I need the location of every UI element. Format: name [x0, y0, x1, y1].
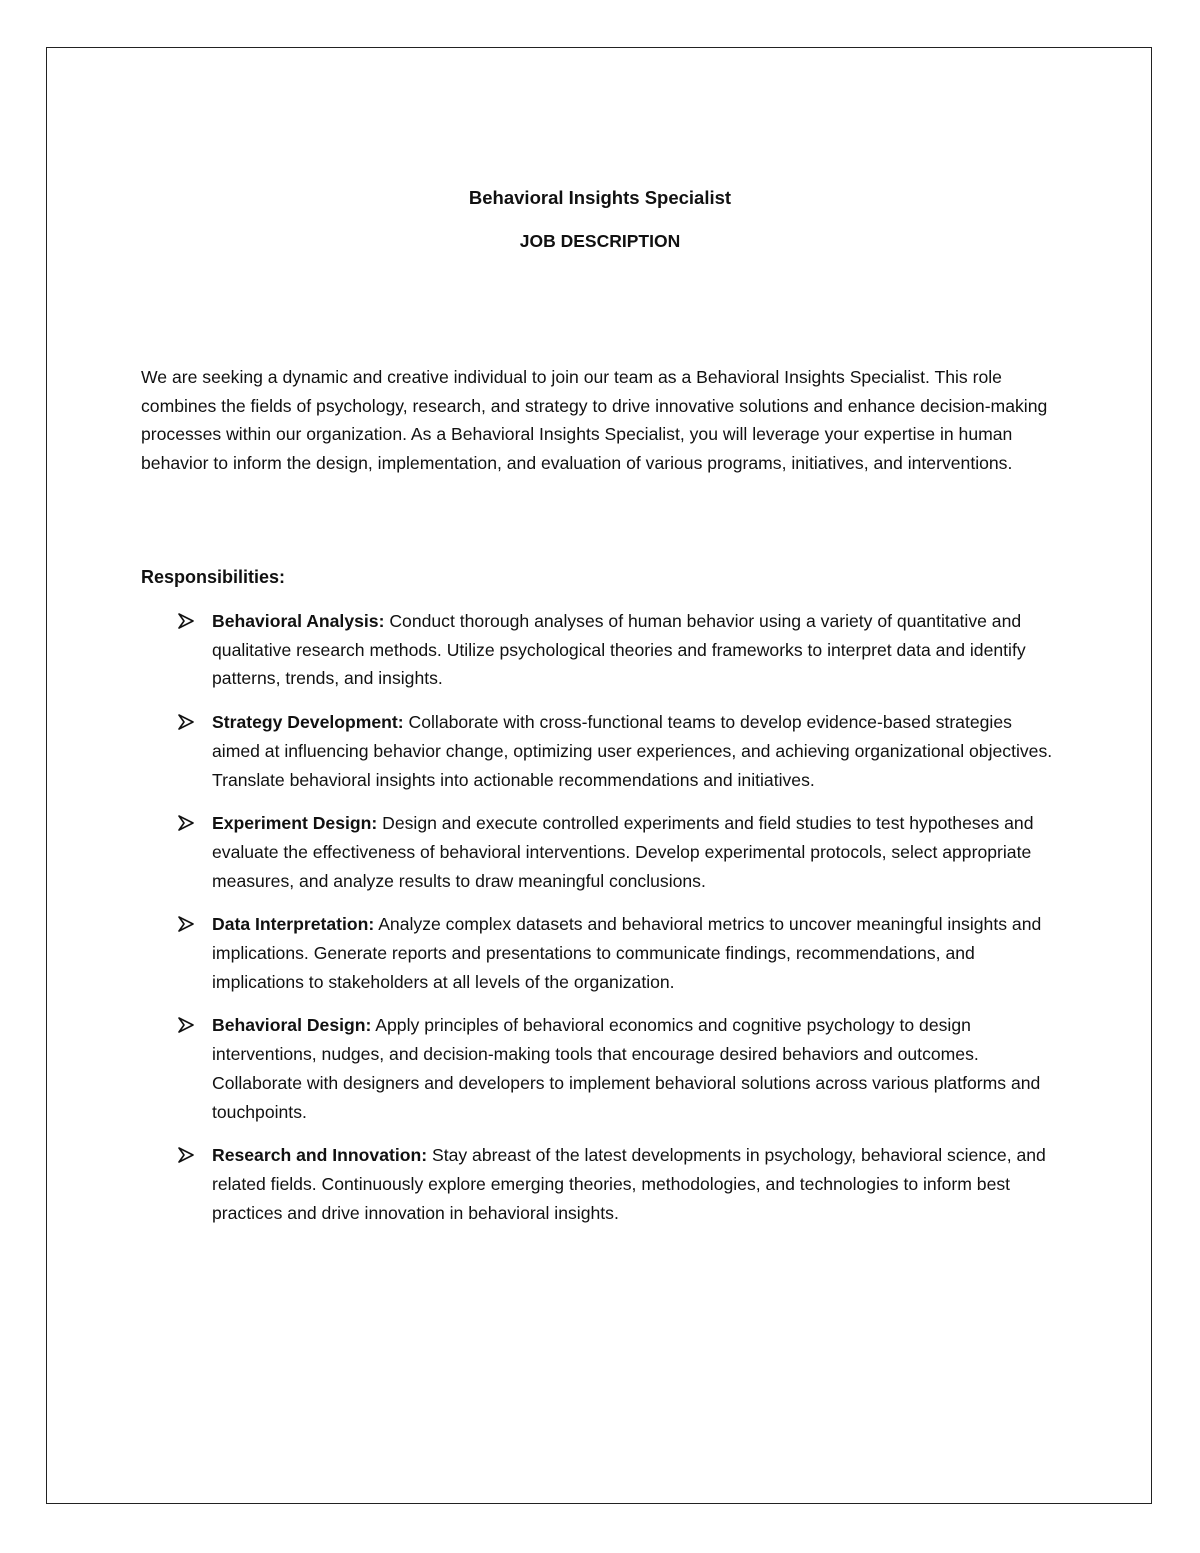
document-title: Behavioral Insights Specialist [468, 187, 732, 208]
responsibility-text: Stay abreast of the latest developments in psychology, behavioral science, and related fields. Continuously explore emerging theories, methodologies, and technologies to inform best practices and drive innovation in behavioral insights. [212, 1145, 1046, 1223]
arrowhead-bullet-icon [178, 714, 194, 730]
responsibility-term: Data Interpretation: [212, 914, 375, 935]
list-item [172, 1141, 1062, 1227]
responsibility-term: Strategy Development: [212, 712, 404, 733]
list-item [172, 708, 1062, 794]
list-item [172, 809, 1062, 895]
responsibilities-heading: Responsibilities: [141, 567, 286, 587]
responsibility-term: Research and Innovation: [212, 1145, 428, 1166]
arrowhead-bullet-icon [178, 1017, 194, 1033]
arrowhead-bullet-icon [178, 916, 194, 932]
arrowhead-bullet-icon [178, 613, 194, 629]
intro-paragraph: We are seeking a dynamic and creative individual to join our team as a Behavioral Insights Specialist. This role combines the fields of psychology, research, and strategy to drive innovative solutions and enhance decision-making processes within our organization. As a Behavioral Insights Specialist, you will leverage your expertise in human behavior to inform the design, implementation, and evaluation of various programs, initiatives, and interventions. [141, 367, 1048, 474]
responsibility-term: Behavioral Analysis: [212, 611, 385, 631]
responsibility-text: Design and execute controlled experiments and field studies to test hypotheses and evaluate the effectiveness of behavioral interventions. Develop experimental protocols, select appropriate measures, and analyze results to draw meaningful conclusions. [212, 813, 1034, 891]
responsibility-text: Analyze complex datasets and behavioral metrics to uncover meaningful insights and implications. Generate reports and presentations to communicate findings, recommendations, and implications to stakeholders at all levels of the organization. [212, 914, 1042, 992]
list-item [172, 910, 1062, 996]
responsibility-text: Conduct thorough analyses of human behavior using a variety of quantitative and qualitative research methods. Utilize psychological theories and frameworks to interpret data and identify patterns, trends, and insights. [212, 611, 1026, 689]
responsibilities-list [172, 607, 1062, 1242]
document-subtitle: JOB DESCRIPTION [519, 231, 681, 251]
responsibility-term: Experiment Design: [212, 813, 378, 834]
responsibility-term: Behavioral Design: [212, 1015, 372, 1036]
responsibility-text: Apply principles of behavioral economics and cognitive psychology to design interventions, nudges, and decision-making tools that encourage desired behaviors and outcomes. Collaborate with designers and developers to implement behavioral solutions across various platforms and touchpoints. [212, 1015, 1041, 1122]
list-item [172, 607, 1062, 693]
arrowhead-bullet-icon [178, 815, 194, 831]
list-item [172, 1011, 1062, 1126]
responsibility-text: Collaborate with cross-functional teams to develop evidence-based strategies aimed at influencing behavior change, optimizing user experiences, and achieving organizational objectives. Translate behavioral insights into actionable recommendations and initiatives. [212, 712, 1053, 790]
arrowhead-bullet-icon [178, 1147, 194, 1163]
